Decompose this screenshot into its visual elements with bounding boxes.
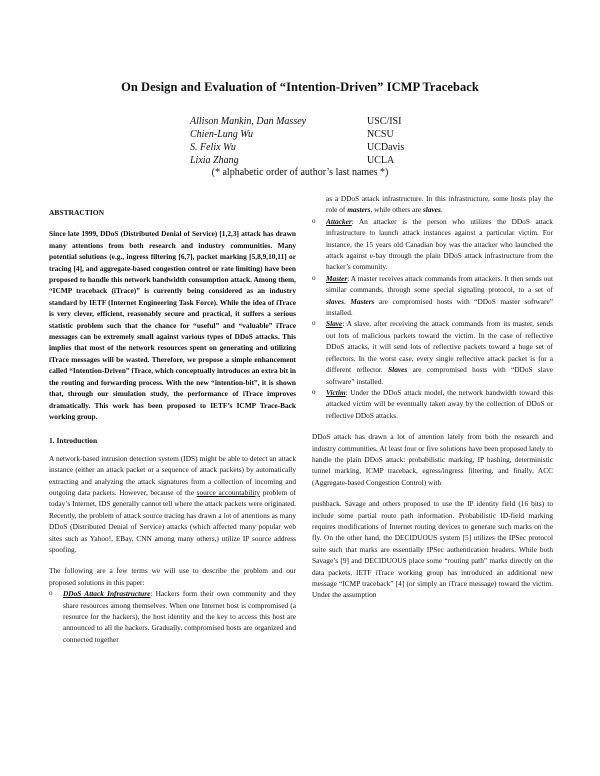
author-name: Chien-Lung Wu bbox=[190, 129, 254, 140]
emphasis: Slaves bbox=[388, 365, 408, 375]
text: . bbox=[440, 205, 443, 215]
pushback-paragraph: pushback. Savage and others proposed to use the IP identity field (16 bits) to include some partial route path information. Probabilistic ID-field marking requires modifications of Internet routing devices to generate such marks on the fly. On the other hand, the DECIDUOUS system [5] utilizes the IPSec protocol suite such that marks are essentially IPSec authentication headers. While both Savage’s [9] and DECIDUOUS place some “routing path” marks directly on the data packets, IETF iTrace working group has introduced an additional new message “ICMP traceback” [4] (or simply an iTrace message) toward the victim. Under the assumption bbox=[312, 499, 553, 600]
bullet: o bbox=[49, 589, 53, 598]
term-definition: A slave, after receiving the attack commands from its master, sends out lots of malicious packets toward the victim. In the case of reflective DDoS attacks, it will send lots of reflective packets toward a huge set of reflectors. In the worst case, every single reflective attack packet is for a different reflector. bbox=[326, 319, 553, 375]
text: , while others are bbox=[370, 205, 423, 215]
term-label: Master bbox=[326, 273, 348, 283]
paper-title: On Design and Evaluation of “Intention-Driven” ICMP Traceback bbox=[121, 80, 479, 94]
terms-list bbox=[49, 588, 296, 645]
author-affiliation: UCDavis bbox=[367, 142, 405, 153]
term-separator: : bbox=[351, 216, 359, 226]
author-name: Allison Mankin, Dan Massey bbox=[190, 116, 307, 127]
term-label: Victim bbox=[326, 387, 346, 397]
term-definition: are compromised hosts with “DDoS slave software” installed. bbox=[326, 365, 553, 386]
emphasis: Masters bbox=[350, 296, 375, 306]
right-column bbox=[312, 193, 553, 601]
term-separator: : bbox=[347, 273, 351, 283]
term-item bbox=[312, 273, 553, 319]
author-order-note: (* alphabetic order of author’s last names *) bbox=[211, 167, 389, 178]
source-accountability-term: source accountability bbox=[196, 487, 261, 497]
term-definition: A master receives attack commands from attackers. It then sends out similar commands, through some special signaling protocol, to a set of bbox=[326, 273, 553, 295]
term-item bbox=[312, 216, 553, 273]
term-item bbox=[49, 588, 296, 645]
emphasis: masters bbox=[347, 205, 371, 215]
abstract-heading: ABSTRACTION bbox=[49, 208, 105, 217]
term-separator: : bbox=[342, 319, 347, 329]
intro-text: problem of today’s Internet, IDS generally cannot tell where the attack packets were originated. Recently, the problem of attack source tracing has drawn a lot of attentions as many DDoS (Distributed Denial of Service) attacks (which affected many popular web sites such as Yahoo!, EBay, CNN among many others,) utilize IP source address spoofing. bbox=[49, 487, 296, 554]
abstract-text: Since late 1999, DDoS (Distributed Denial of Service) [1,2,3] attack has drawn many attentions from both research and industry communities. Many potential solutions (e.g., ingress filtering [6,7], packet marking [5,8,9,10,11] or tracing [4], and aggregate-based congestion control or rate limiting) have been proposed to handle this network bandwidth consumption attack. Among them, “ICMP traceback (iTrace)” is currently being considered as an industry standard by IETF (Internet Engineering Task Force). While the idea of iTrace is very clever, efficient, reasonably secure and practical, it suffers a serious statistic problem such that the chance for “useful” and “valuable” iTrace messages can be extremely small against various types of DDoS attacks. This implies that most of the network resources spent on generating and utilizing iTrace messages will be wasted. Therefore, we propose a simple enhancement called “Intention-Driven” iTrace, which conceptually introduces an extra bit in the routing and forwarding process. With the new “intention-bit”, it is shown that, through our simulation study, the performance of iTrace improves dramatically. This work has been proposed to IETF’s ICMP Trace-Back working group. bbox=[49, 229, 296, 421]
bullet: o bbox=[312, 216, 316, 225]
intro-text: A network-based intrusion detection system (IDS) might be able to detect an attack instance (either an attack packet or a sequence of attack packets) by automatically extracting and analyzing the attack signatures from a collection of incoming and outgoing data packets. However, because of the bbox=[49, 453, 296, 497]
emphasis: slaves bbox=[326, 296, 344, 306]
term-definition: . bbox=[343, 296, 351, 306]
bullet: o bbox=[312, 273, 316, 282]
author-affiliation: USC/ISI bbox=[367, 116, 402, 127]
emphasis: slaves bbox=[422, 205, 441, 215]
term-label: Attacker bbox=[326, 216, 352, 226]
text: as a DDoS attack infrastructure. In this infrastructure, some hosts play the role of bbox=[326, 194, 553, 215]
introduction-heading: 1. Introduction bbox=[49, 436, 98, 446]
term-separator: : bbox=[150, 589, 156, 599]
author-affiliation: UCLA bbox=[367, 155, 395, 166]
introduction-paragraph bbox=[49, 453, 296, 556]
terms-list bbox=[312, 216, 553, 421]
term-definition: Under the DDoS attack model, the network bandwidth toward this attacked victim will be eventually taken away by the collection of DDoS or reflective DDoS attacks. bbox=[326, 387, 553, 420]
author-row bbox=[190, 141, 450, 154]
term-label: DDoS Attack Infrastructure bbox=[63, 589, 151, 599]
author-name: S. Felix Wu bbox=[190, 142, 236, 153]
author-name: Lixia Zhang bbox=[190, 155, 239, 166]
infrastructure-continuation bbox=[312, 193, 553, 216]
author-row bbox=[190, 128, 450, 141]
bullet: o bbox=[312, 319, 316, 328]
terms-intro-paragraph: The following are a few terms we will use to describe the problem and our proposed solutions in this paper: bbox=[49, 566, 296, 587]
left-column bbox=[49, 207, 296, 645]
author-affiliation: NCSU bbox=[367, 129, 394, 140]
author-row bbox=[190, 115, 450, 128]
term-item bbox=[312, 387, 553, 421]
solutions-paragraph: DDoS attack has drawn a lot of attention lately from both the research and industry communities. At least four or five solutions have been proposed lately to handle the plain DDoS attack: probabilistic marking, IP hashing, deterministic tunnel marking, ICMP traceback, egress/ingress filtering, and finally, ACC (Aggregate-based Congestion Control) with bbox=[312, 432, 553, 487]
bullet: o bbox=[312, 387, 316, 396]
term-separator: : bbox=[345, 387, 351, 397]
term-definition: Hackers form their own community and they share resources among themselves. When one Internet host is compromised (a resource for the hackers), the host identity and the key to access this host are announced to all the hackers. Gradually, compromised hosts are organized and connected together bbox=[63, 589, 296, 644]
term-label: Slave bbox=[326, 319, 343, 329]
term-definition: are compromised hosts with “DDoS master software” installed. bbox=[326, 296, 554, 318]
term-item bbox=[312, 318, 553, 386]
term-definition: An attacker is the person who utilizes the DDoS attack infrastructure to launch attack instances against a particular victim. For instance, the 15 years old Canadian boy was the attacker who launched the attack against e-bay through the plain DDoS attack infrastructure from the hacker’s community. bbox=[326, 216, 553, 272]
